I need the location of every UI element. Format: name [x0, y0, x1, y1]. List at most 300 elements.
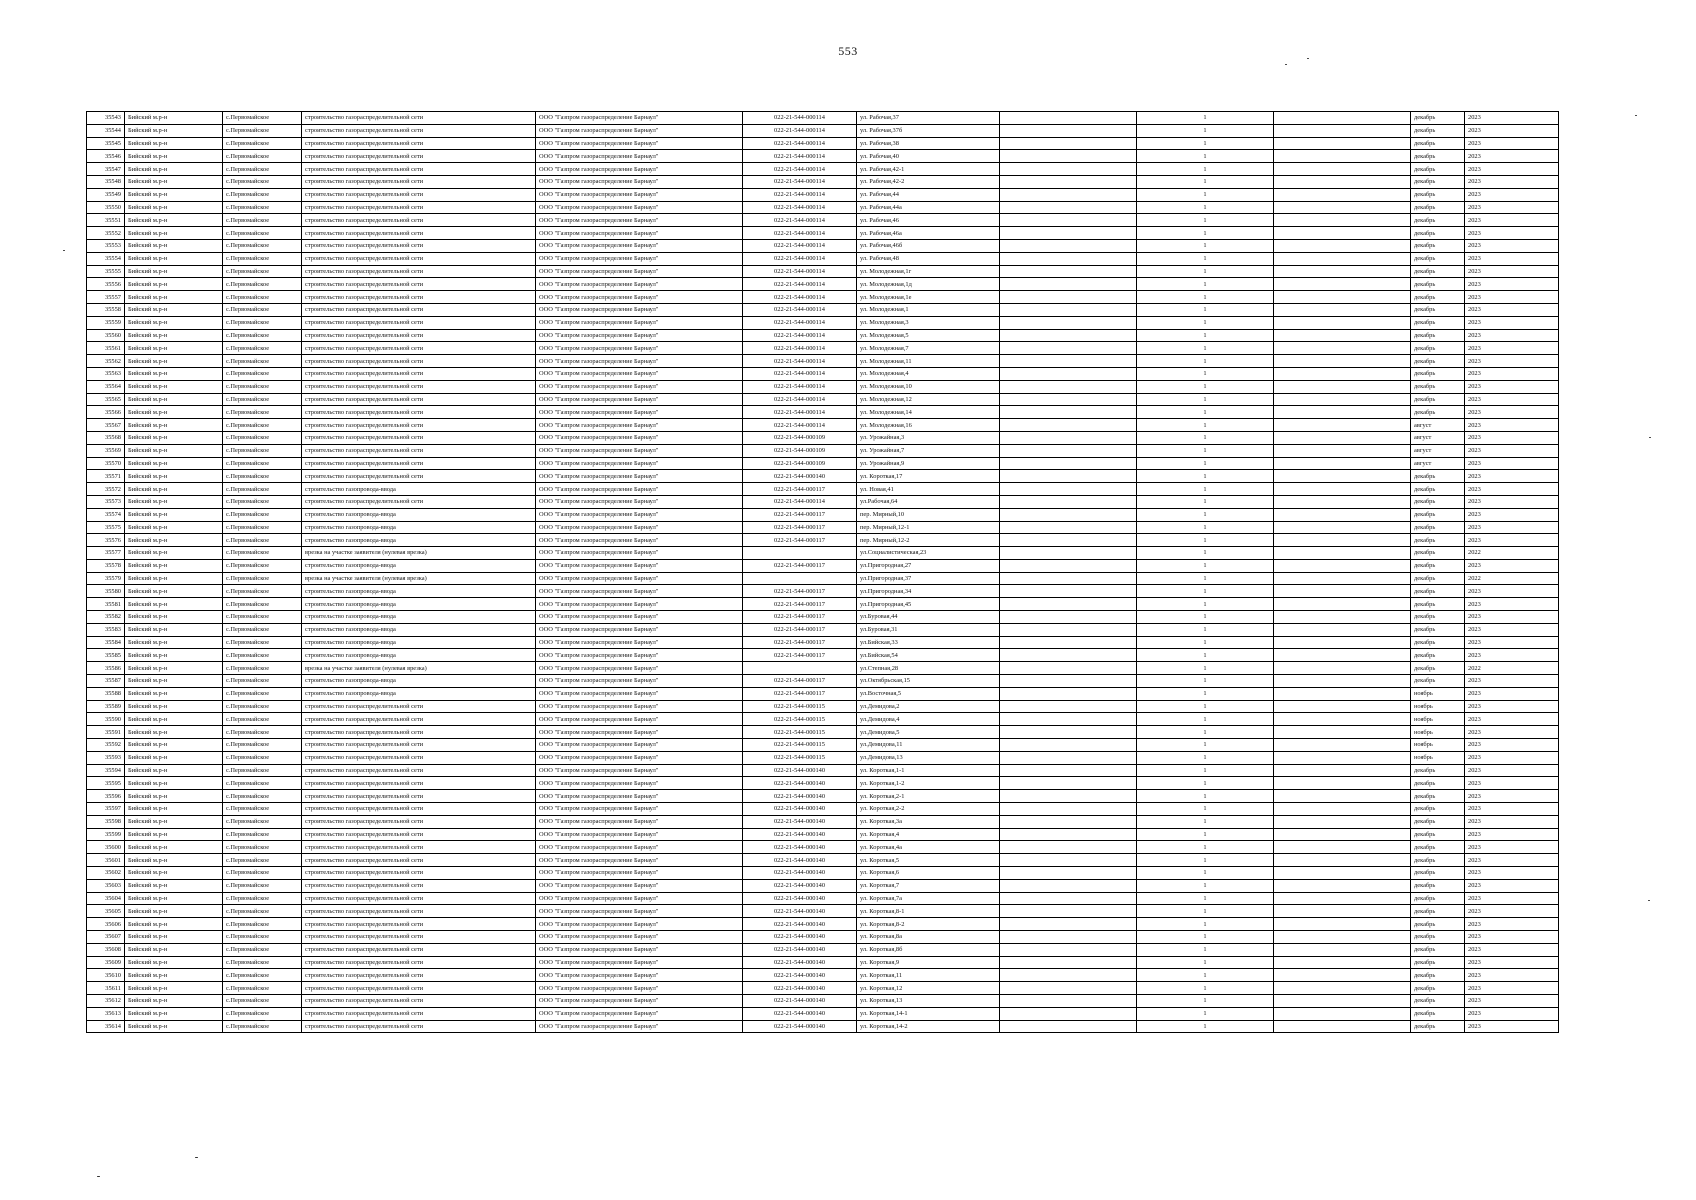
- work-type-cell: строительство газораспределительной сети: [302, 163, 536, 176]
- district-cell: Бийский м.р-н: [125, 214, 223, 227]
- work-type-cell: строительство газораспределительной сети: [302, 278, 536, 291]
- blank-column-b-cell: [1274, 367, 1411, 380]
- year-cell: 2023: [1465, 828, 1559, 841]
- address-cell: ул.Демидова,4: [857, 713, 1000, 726]
- blank-column-a-cell: [1000, 559, 1137, 572]
- year-cell: 2022: [1465, 547, 1559, 560]
- settlement-cell: с.Первомайское: [223, 239, 302, 252]
- row-number-cell: 35579: [87, 572, 125, 585]
- work-type-cell: врезка на участке заявителя (нулевая врезка): [302, 572, 536, 585]
- year-cell: 2023: [1465, 521, 1559, 534]
- blank-column-b-cell: [1274, 483, 1411, 496]
- year-cell: 2023: [1465, 700, 1559, 713]
- registry-code-cell: [743, 572, 857, 585]
- work-type-cell: строительство газопровода-ввода: [302, 521, 536, 534]
- settlement-cell: с.Первомайское: [223, 227, 302, 240]
- blank-column-a-cell: [1000, 943, 1137, 956]
- district-cell: Бийский м.р-н: [125, 495, 223, 508]
- address-cell: пер. Мирный,12-1: [857, 521, 1000, 534]
- table-row: [87, 918, 1559, 931]
- month-cell: декабрь: [1411, 803, 1465, 816]
- registry-code-cell: 022-21-544-000114: [743, 355, 857, 368]
- registry-code-cell: 022-21-544-000117: [743, 521, 857, 534]
- blank-column-b-cell: [1274, 815, 1411, 828]
- year-cell: 2023: [1465, 815, 1559, 828]
- blank-column-b-cell: [1274, 112, 1411, 125]
- blank-column-a-cell: [1000, 790, 1137, 803]
- year-cell: 2023: [1465, 367, 1559, 380]
- organization-cell: ООО "Газпром газораспределение Барнаул": [536, 931, 743, 944]
- table-row: [87, 905, 1559, 918]
- organization-cell: ООО "Газпром газораспределение Барнаул": [536, 751, 743, 764]
- table-row: [87, 214, 1559, 227]
- organization-cell: ООО "Газпром газораспределение Барнаул": [536, 303, 743, 316]
- organization-cell: ООО "Газпром газораспределение Барнаул": [536, 982, 743, 995]
- month-cell: август: [1411, 457, 1465, 470]
- row-number-cell: 35588: [87, 687, 125, 700]
- blank-column-a-cell: [1000, 419, 1137, 432]
- work-type-cell: строительство газораспределительной сети: [302, 252, 536, 265]
- work-type-cell: строительство газопровода-ввода: [302, 649, 536, 662]
- quantity-cell: 1: [1137, 585, 1274, 598]
- settlement-cell: с.Первомайское: [223, 675, 302, 688]
- district-cell: Бийский м.р-н: [125, 764, 223, 777]
- address-cell: ул.Демидова,11: [857, 739, 1000, 752]
- row-number-cell: 35548: [87, 175, 125, 188]
- settlement-cell: с.Первомайское: [223, 508, 302, 521]
- district-cell: Бийский м.р-н: [125, 175, 223, 188]
- quantity-cell: 1: [1137, 265, 1274, 278]
- blank-column-a-cell: [1000, 547, 1137, 560]
- registry-code-cell: 022-21-544-000140: [743, 905, 857, 918]
- blank-column-a-cell: [1000, 841, 1137, 854]
- year-cell: 2023: [1465, 649, 1559, 662]
- month-cell: декабрь: [1411, 572, 1465, 585]
- blank-column-b-cell: [1274, 355, 1411, 368]
- work-type-cell: строительство газораспределительной сети: [302, 329, 536, 342]
- quantity-cell: 1: [1137, 994, 1274, 1007]
- row-number-cell: 35547: [87, 163, 125, 176]
- work-type-cell: строительство газораспределительной сети: [302, 124, 536, 137]
- month-cell: декабрь: [1411, 815, 1465, 828]
- year-cell: 2023: [1465, 201, 1559, 214]
- settlement-cell: с.Первомайское: [223, 1020, 302, 1033]
- blank-column-a-cell: [1000, 700, 1137, 713]
- address-cell: ул. Рабочая,42-2: [857, 175, 1000, 188]
- month-cell: декабрь: [1411, 662, 1465, 675]
- registry-code-cell: 022-21-544-000140: [743, 841, 857, 854]
- year-cell: 2023: [1465, 214, 1559, 227]
- work-type-cell: строительство газораспределительной сети: [302, 892, 536, 905]
- row-number-cell: 35598: [87, 815, 125, 828]
- table-row: [87, 112, 1559, 125]
- address-cell: ул. Короткая,1-2: [857, 777, 1000, 790]
- work-type-cell: строительство газораспределительной сети: [302, 726, 536, 739]
- work-type-cell: строительство газораспределительной сети: [302, 201, 536, 214]
- table-row: [87, 175, 1559, 188]
- organization-cell: ООО "Газпром газораспределение Барнаул": [536, 713, 743, 726]
- quantity-cell: 1: [1137, 367, 1274, 380]
- blank-column-b-cell: [1274, 291, 1411, 304]
- blank-column-b-cell: [1274, 726, 1411, 739]
- blank-column-b-cell: [1274, 739, 1411, 752]
- address-cell: ул.Буровая,31: [857, 623, 1000, 636]
- address-cell: ул. Молодежная,1: [857, 303, 1000, 316]
- settlement-cell: с.Первомайское: [223, 572, 302, 585]
- year-cell: 2023: [1465, 892, 1559, 905]
- work-type-cell: строительство газопровода-ввода: [302, 559, 536, 572]
- work-type-cell: строительство газораспределительной сети: [302, 457, 536, 470]
- blank-column-a-cell: [1000, 675, 1137, 688]
- month-cell: декабрь: [1411, 495, 1465, 508]
- organization-cell: ООО "Газпром газораспределение Барнаул": [536, 905, 743, 918]
- year-cell: 2023: [1465, 508, 1559, 521]
- blank-column-b-cell: [1274, 444, 1411, 457]
- address-cell: ул.Пригородная,34: [857, 585, 1000, 598]
- table-row: [87, 329, 1559, 342]
- blank-column-a-cell: [1000, 124, 1137, 137]
- month-cell: ноябрь: [1411, 751, 1465, 764]
- blank-column-a-cell: [1000, 1020, 1137, 1033]
- year-cell: 2023: [1465, 931, 1559, 944]
- blank-column-b-cell: [1274, 124, 1411, 137]
- work-type-cell: строительство газораспределительной сети: [302, 214, 536, 227]
- blank-column-a-cell: [1000, 291, 1137, 304]
- row-number-cell: 35569: [87, 444, 125, 457]
- registry-code-cell: 022-21-544-000117: [743, 675, 857, 688]
- quantity-cell: 1: [1137, 1007, 1274, 1020]
- organization-cell: ООО "Газпром газораспределение Барнаул": [536, 777, 743, 790]
- registry-code-cell: 022-21-544-000114: [743, 163, 857, 176]
- blank-column-b-cell: [1274, 751, 1411, 764]
- address-cell: ул. Молодежная,1д: [857, 278, 1000, 291]
- settlement-cell: с.Первомайское: [223, 329, 302, 342]
- district-cell: Бийский м.р-н: [125, 406, 223, 419]
- work-type-cell: строительство газораспределительной сети: [302, 239, 536, 252]
- year-cell: 2023: [1465, 457, 1559, 470]
- organization-cell: ООО "Газпром газораспределение Барнаул": [536, 431, 743, 444]
- blank-column-a-cell: [1000, 367, 1137, 380]
- table-row: [87, 252, 1559, 265]
- quantity-cell: 1: [1137, 931, 1274, 944]
- blank-column-a-cell: [1000, 521, 1137, 534]
- work-type-cell: строительство газораспределительной сети: [302, 150, 536, 163]
- row-number-cell: 35570: [87, 457, 125, 470]
- month-cell: ноябрь: [1411, 687, 1465, 700]
- settlement-cell: с.Первомайское: [223, 943, 302, 956]
- registry-code-cell: 022-21-544-000114: [743, 406, 857, 419]
- table-row: [87, 278, 1559, 291]
- row-number-cell: 35551: [87, 214, 125, 227]
- blank-column-b-cell: [1274, 585, 1411, 598]
- work-type-cell: строительство газораспределительной сети: [302, 931, 536, 944]
- registry-code-cell: 022-21-544-000117: [743, 649, 857, 662]
- month-cell: декабрь: [1411, 931, 1465, 944]
- table-row: [87, 841, 1559, 854]
- table-row: [87, 137, 1559, 150]
- month-cell: ноябрь: [1411, 713, 1465, 726]
- settlement-cell: с.Первомайское: [223, 892, 302, 905]
- settlement-cell: с.Первомайское: [223, 815, 302, 828]
- quantity-cell: 1: [1137, 918, 1274, 931]
- table-row: [87, 982, 1559, 995]
- registry-code-cell: 022-21-544-000114: [743, 227, 857, 240]
- district-cell: Бийский м.р-н: [125, 969, 223, 982]
- settlement-cell: с.Первомайское: [223, 163, 302, 176]
- registry-code-cell: 022-21-544-000114: [743, 419, 857, 432]
- blank-column-a-cell: [1000, 585, 1137, 598]
- blank-column-b-cell: [1274, 713, 1411, 726]
- blank-column-a-cell: [1000, 150, 1137, 163]
- blank-column-b-cell: [1274, 598, 1411, 611]
- row-number-cell: 35553: [87, 239, 125, 252]
- settlement-cell: с.Первомайское: [223, 534, 302, 547]
- year-cell: 2023: [1465, 265, 1559, 278]
- year-cell: 2023: [1465, 406, 1559, 419]
- blank-column-a-cell: [1000, 649, 1137, 662]
- month-cell: декабрь: [1411, 303, 1465, 316]
- year-cell: 2023: [1465, 124, 1559, 137]
- row-number-cell: 35604: [87, 892, 125, 905]
- organization-cell: ООО "Газпром газораспределение Барнаул": [536, 278, 743, 291]
- district-cell: Бийский м.р-н: [125, 687, 223, 700]
- work-type-cell: строительство газопровода-ввода: [302, 598, 536, 611]
- settlement-cell: с.Первомайское: [223, 278, 302, 291]
- district-cell: Бийский м.р-н: [125, 598, 223, 611]
- blank-column-b-cell: [1274, 662, 1411, 675]
- settlement-cell: с.Первомайское: [223, 918, 302, 931]
- organization-cell: ООО "Газпром газораспределение Барнаул": [536, 444, 743, 457]
- year-cell: 2023: [1465, 867, 1559, 880]
- year-cell: 2023: [1465, 393, 1559, 406]
- organization-cell: ООО "Газпром газораспределение Барнаул": [536, 764, 743, 777]
- month-cell: ноябрь: [1411, 700, 1465, 713]
- table-row: [87, 163, 1559, 176]
- row-number-cell: 35557: [87, 291, 125, 304]
- work-type-cell: строительство газораспределительной сети: [302, 495, 536, 508]
- settlement-cell: с.Первомайское: [223, 611, 302, 624]
- district-cell: Бийский м.р-н: [125, 994, 223, 1007]
- organization-cell: ООО "Газпром газораспределение Барнаул": [536, 457, 743, 470]
- registry-code-cell: 022-21-544-000114: [743, 252, 857, 265]
- quantity-cell: 1: [1137, 675, 1274, 688]
- organization-cell: ООО "Газпром газораспределение Барнаул": [536, 265, 743, 278]
- registry-code-cell: 022-21-544-000140: [743, 892, 857, 905]
- month-cell: декабрь: [1411, 214, 1465, 227]
- organization-cell: ООО "Газпром газораспределение Барнаул": [536, 188, 743, 201]
- table-row: [87, 367, 1559, 380]
- month-cell: декабрь: [1411, 252, 1465, 265]
- address-cell: ул. Короткая,17: [857, 470, 1000, 483]
- address-cell: ул. Короткая,12: [857, 982, 1000, 995]
- registry-code-cell: 022-21-544-000114: [743, 278, 857, 291]
- work-type-cell: строительство газораспределительной сети: [302, 431, 536, 444]
- year-cell: 2023: [1465, 303, 1559, 316]
- row-number-cell: 35562: [87, 355, 125, 368]
- organization-cell: ООО "Газпром газораспределение Барнаул": [536, 393, 743, 406]
- month-cell: декабрь: [1411, 918, 1465, 931]
- address-cell: ул. Молодежная,1г: [857, 265, 1000, 278]
- organization-cell: ООО "Газпром газораспределение Барнаул": [536, 380, 743, 393]
- quantity-cell: 1: [1137, 623, 1274, 636]
- scan-speck: [1285, 64, 1287, 65]
- settlement-cell: с.Первомайское: [223, 854, 302, 867]
- month-cell: декабрь: [1411, 278, 1465, 291]
- settlement-cell: с.Первомайское: [223, 252, 302, 265]
- organization-cell: ООО "Газпром газораспределение Барнаул": [536, 163, 743, 176]
- registry-code-cell: 022-21-544-000117: [743, 534, 857, 547]
- organization-cell: ООО "Газпром газораспределение Барнаул": [536, 662, 743, 675]
- blank-column-a-cell: [1000, 508, 1137, 521]
- organization-cell: ООО "Газпром газораспределение Барнаул": [536, 675, 743, 688]
- address-cell: ул. Короткая,8б: [857, 943, 1000, 956]
- blank-column-a-cell: [1000, 867, 1137, 880]
- table-row: [87, 956, 1559, 969]
- table-row: [87, 239, 1559, 252]
- row-number-cell: 35561: [87, 342, 125, 355]
- table-row: [87, 649, 1559, 662]
- district-cell: Бийский м.р-н: [125, 713, 223, 726]
- row-number-cell: 35567: [87, 419, 125, 432]
- settlement-cell: с.Первомайское: [223, 623, 302, 636]
- year-cell: 2023: [1465, 854, 1559, 867]
- year-cell: 2023: [1465, 355, 1559, 368]
- row-number-cell: 35555: [87, 265, 125, 278]
- registry-code-cell: 022-21-544-000140: [743, 828, 857, 841]
- address-cell: ул.Пригородная,45: [857, 598, 1000, 611]
- district-cell: Бийский м.р-н: [125, 828, 223, 841]
- district-cell: Бийский м.р-н: [125, 931, 223, 944]
- month-cell: декабрь: [1411, 828, 1465, 841]
- blank-column-a-cell: [1000, 137, 1137, 150]
- table-row: [87, 534, 1559, 547]
- settlement-cell: с.Первомайское: [223, 969, 302, 982]
- month-cell: декабрь: [1411, 623, 1465, 636]
- work-type-cell: строительство газораспределительной сети: [302, 751, 536, 764]
- row-number-cell: 35614: [87, 1020, 125, 1033]
- year-cell: 2023: [1465, 291, 1559, 304]
- work-type-cell: строительство газораспределительной сети: [302, 265, 536, 278]
- table-row: [87, 227, 1559, 240]
- blank-column-b-cell: [1274, 841, 1411, 854]
- table-row: [87, 316, 1559, 329]
- blank-column-b-cell: [1274, 943, 1411, 956]
- year-cell: 2023: [1465, 598, 1559, 611]
- district-cell: Бийский м.р-н: [125, 380, 223, 393]
- year-cell: 2023: [1465, 918, 1559, 931]
- blank-column-b-cell: [1274, 675, 1411, 688]
- row-number-cell: 35600: [87, 841, 125, 854]
- settlement-cell: с.Первомайское: [223, 303, 302, 316]
- settlement-cell: с.Первомайское: [223, 457, 302, 470]
- row-number-cell: 35607: [87, 931, 125, 944]
- table-row: [87, 623, 1559, 636]
- address-cell: пер. Мирный,12-2: [857, 534, 1000, 547]
- table-row: [87, 470, 1559, 483]
- settlement-cell: с.Первомайское: [223, 419, 302, 432]
- row-number-cell: 35612: [87, 994, 125, 1007]
- district-cell: Бийский м.р-н: [125, 444, 223, 457]
- settlement-cell: с.Первомайское: [223, 380, 302, 393]
- quantity-cell: 1: [1137, 112, 1274, 125]
- organization-cell: ООО "Газпром газораспределение Барнаул": [536, 636, 743, 649]
- settlement-cell: с.Первомайское: [223, 841, 302, 854]
- table-row: [87, 495, 1559, 508]
- quantity-cell: 1: [1137, 713, 1274, 726]
- row-number-cell: 35594: [87, 764, 125, 777]
- blank-column-b-cell: [1274, 188, 1411, 201]
- blank-column-a-cell: [1000, 662, 1137, 675]
- settlement-cell: с.Первомайское: [223, 982, 302, 995]
- blank-column-a-cell: [1000, 636, 1137, 649]
- work-type-cell: строительство газораспределительной сети: [302, 470, 536, 483]
- address-cell: ул. Короткая,8-1: [857, 905, 1000, 918]
- row-number-cell: 35605: [87, 905, 125, 918]
- address-cell: пер. Мирный,10: [857, 508, 1000, 521]
- work-type-cell: строительство газораспределительной сети: [302, 879, 536, 892]
- work-type-cell: строительство газораспределительной сети: [302, 905, 536, 918]
- address-cell: ул. Рабочая,44а: [857, 201, 1000, 214]
- blank-column-b-cell: [1274, 214, 1411, 227]
- row-number-cell: 35586: [87, 662, 125, 675]
- blank-column-b-cell: [1274, 380, 1411, 393]
- settlement-cell: с.Первомайское: [223, 994, 302, 1007]
- row-number-cell: 35545: [87, 137, 125, 150]
- registry-code-cell: 022-21-544-000109: [743, 457, 857, 470]
- year-cell: 2023: [1465, 150, 1559, 163]
- district-cell: Бийский м.р-н: [125, 431, 223, 444]
- quantity-cell: 1: [1137, 380, 1274, 393]
- registry-code-cell: [743, 662, 857, 675]
- district-cell: Бийский м.р-н: [125, 419, 223, 432]
- row-number-cell: 35581: [87, 598, 125, 611]
- district-cell: Бийский м.р-н: [125, 623, 223, 636]
- organization-cell: ООО "Газпром газораспределение Барнаул": [536, 918, 743, 931]
- settlement-cell: с.Первомайское: [223, 636, 302, 649]
- work-type-cell: строительство газопровода-ввода: [302, 611, 536, 624]
- row-number-cell: 35572: [87, 483, 125, 496]
- scan-speck: [97, 1176, 100, 1177]
- work-type-cell: строительство газопровода-ввода: [302, 483, 536, 496]
- settlement-cell: с.Первомайское: [223, 764, 302, 777]
- settlement-cell: с.Первомайское: [223, 956, 302, 969]
- registry-code-cell: 022-21-544-000117: [743, 508, 857, 521]
- organization-cell: ООО "Газпром газораспределение Барнаул": [536, 227, 743, 240]
- registry-code-cell: 022-21-544-000140: [743, 931, 857, 944]
- registry-code-cell: 022-21-544-000114: [743, 137, 857, 150]
- year-cell: 2023: [1465, 380, 1559, 393]
- organization-cell: ООО "Газпром газораспределение Барнаул": [536, 559, 743, 572]
- month-cell: декабрь: [1411, 508, 1465, 521]
- registry-code-cell: 022-21-544-000117: [743, 559, 857, 572]
- quantity-cell: 1: [1137, 636, 1274, 649]
- quantity-cell: 1: [1137, 943, 1274, 956]
- scan-speck: [195, 1157, 198, 1158]
- year-cell: 2023: [1465, 803, 1559, 816]
- district-cell: Бийский м.р-н: [125, 700, 223, 713]
- address-cell: ул.Степная,28: [857, 662, 1000, 675]
- settlement-cell: с.Первомайское: [223, 649, 302, 662]
- row-number-cell: 35563: [87, 367, 125, 380]
- work-type-cell: строительство газораспределительной сети: [302, 994, 536, 1007]
- month-cell: декабрь: [1411, 175, 1465, 188]
- registry-code-cell: 022-21-544-000109: [743, 444, 857, 457]
- quantity-cell: 1: [1137, 457, 1274, 470]
- address-cell: ул. Короткая,2-2: [857, 803, 1000, 816]
- register-table: [86, 111, 1559, 1033]
- year-cell: 2023: [1465, 431, 1559, 444]
- district-cell: Бийский м.р-н: [125, 252, 223, 265]
